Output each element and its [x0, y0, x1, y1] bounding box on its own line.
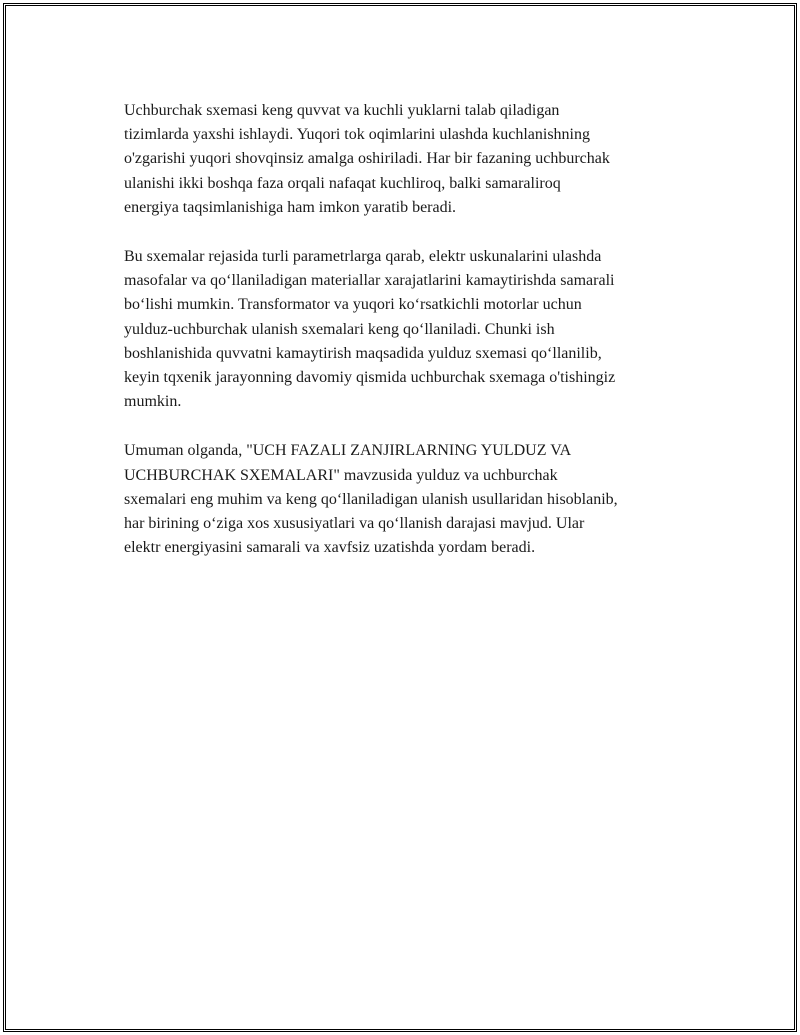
text-line: UCHBURCHAK SXEMALARI" mavzusida yulduz va uchburchak: [124, 466, 558, 484]
text-line: Bu sxemalar rejasida turli parametrlarga qarab, elektr uskunalarini ulashda: [124, 248, 602, 266]
text-line: boshlanishida quvvatni kamaytirish maqsadida yulduz sxemasi qo‘llanilib,: [124, 344, 602, 362]
text-line: energiya taqsimlanishiga ham imkon yaratib beradi.: [124, 198, 457, 216]
document-body: [124, 99, 704, 585]
paragraph-3: [124, 439, 704, 560]
text-line: har birining o‘ziga xos xususiyatlari va qo‘llanish darajasi mavjud. Ular: [124, 515, 585, 533]
text-line: Umuman olganda, "UCH FAZALI ZANJIRLARNING YULDUZ VA: [124, 442, 572, 460]
text-line: o'zgarishi yuqori shovqinsiz amalga oshiriladi. Har bir fazaning uchburchak: [124, 150, 610, 168]
text-line: mumkin.: [124, 393, 182, 411]
text-line: Uchburchak sxemasi keng quvvat va kuchli yuklarni talab qiladigan: [124, 102, 560, 119]
page-frame: [3, 3, 797, 1032]
text-line: bo‘lishi mumkin. Transformator va yuqori ko‘rsatkichli motorlar uchun: [124, 296, 582, 314]
text-line: masofalar va qo‘llaniladigan materiallar xarajatlarini kamaytirishda samarali: [124, 272, 615, 290]
text-line: tizimlarda yaxshi ishlaydi. Yuqori tok oqimlarini ulashda kuchlanishning: [124, 126, 590, 144]
text-line: yulduz-uchburchak ulanish sxemalari keng qo‘llaniladi. Chunki ish: [124, 320, 555, 338]
text-line: keyin tqxenik jarayonning davomiy qismida uchburchak sxemaga o'tishingiz: [124, 369, 616, 387]
text-line: ulanishi ikki boshqa faza orqali nafaqat kuchliroq, balki samaraliroq: [124, 174, 561, 192]
paragraph-2: [124, 245, 704, 414]
paragraph-1: [124, 99, 704, 220]
text-line: elektr energiyasini samarali va xavfsiz uzatishda yordam beradi.: [124, 539, 536, 557]
text-line: sxemalari eng muhim va keng qo‘llaniladigan ulanish usullaridan hisoblanib,: [124, 490, 618, 508]
